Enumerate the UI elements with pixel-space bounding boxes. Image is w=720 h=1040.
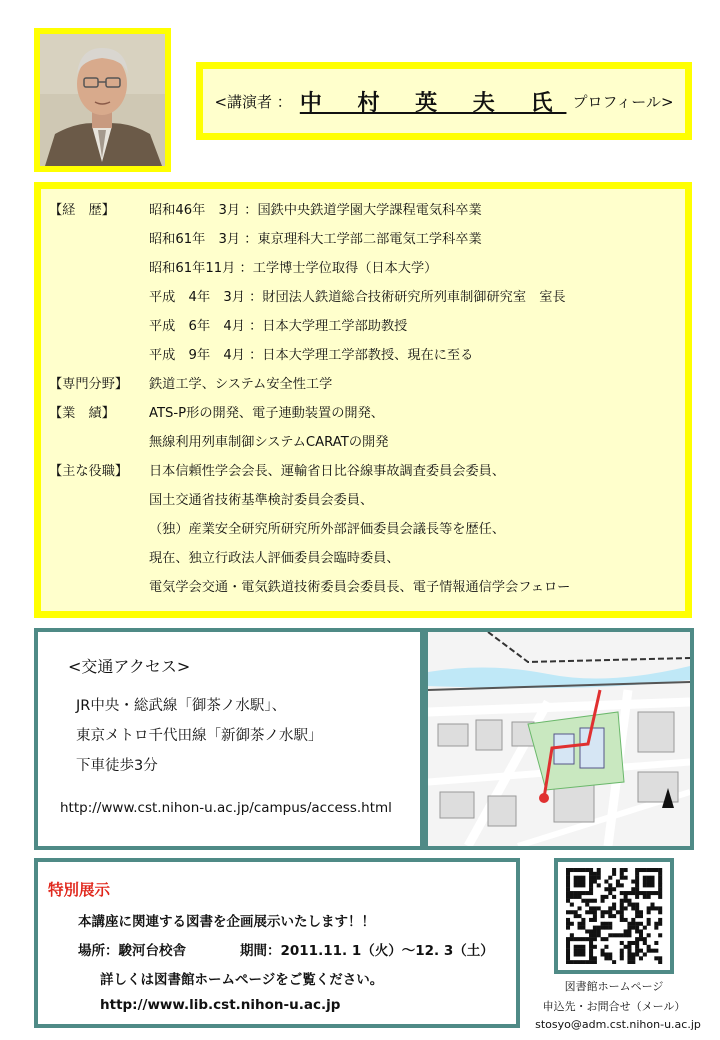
career-label: 【経 歴】 [49,203,115,218]
qr-code[interactable] [554,858,674,974]
career-text: 鉄道工学、システム安全性工学 [149,377,333,392]
access-section [34,628,424,850]
speaker-name: 中 村 英 夫 氏 [299,90,567,116]
career-text: 電気学会交通・電気鉄道技術委員会委員長、電子情報通信学会フェロー [149,580,571,595]
career-text: 現在、独立行政法人評価委員会臨時委員、 [149,551,400,566]
speaker-photo [34,28,171,172]
campus-map-image [428,632,690,846]
career-text: （独）産業安全研究所研究所外部評価委員会議長等を歴任、 [149,522,506,537]
speaker-portrait-image [40,34,165,166]
career-label: 【業 績】 [49,406,115,421]
career-label: 【主な役職】 [49,464,129,479]
career-text: 国土交通省技術基準検討委員会委員、 [149,493,374,508]
career-text: 日本信頼性学会会長、運輸省日比谷線事故調査委員会委員、 [149,464,506,479]
contact-email[interactable]: stosyo@adm.cst.nihon-u.ac.jp [535,1018,701,1031]
special-place: 場所：駿河台校舎 [78,943,186,959]
career-text: 平成 9年 4月 ：日本大学理工学部教授、現在に至る [149,348,474,363]
career-text: 昭和46年 3月 ：国鉄中央鉄道学園大学課程電気科卒業 [149,203,482,218]
career-text: 平成 6年 4月 ：日本大学理工学部助教授 [149,319,408,334]
access-heading: <交通アクセス> [68,657,191,676]
title-suffix: プロフィール> [572,92,674,111]
title-banner [196,62,692,140]
career-text: ATS-P形の開発、電子連動装置の開発、 [149,406,384,421]
qr-caption: 図書館ホームページ [564,980,664,993]
access-line-walk: 下車徒歩3分 [76,758,158,774]
library-url-link[interactable]: http://www.lib.cst.nihon-u.ac.jp [100,997,341,1013]
special-announcement: 本講座に関連する図書を企画展示いたします！！ [78,914,375,930]
special-period: 期間：2011.11. 1（火）～12. 3（土） [240,943,494,959]
career-section [34,182,692,618]
career-label: 【専門分野】 [49,377,129,392]
qr-code-image [564,868,664,964]
special-heading: 特別展示 [48,881,111,899]
title-prefix: <講演者 ： [214,92,292,111]
access-url-link[interactable]: http://www.cst.nihon-u.ac.jp/campus/access.html [60,800,392,816]
career-text: 平成 4年 3月 ：財団法人鉄道総合技術研究所列車制御研究室 室長 [149,290,566,305]
access-line-jr: JR中央・総武線「御茶ノ水駅」、 [76,698,287,714]
access-map [424,628,694,850]
special-details: 詳しくは図書館ホームページをご覧ください。 [100,972,384,988]
special-exhibition-section [34,858,520,1028]
career-text: 昭和61年11月 ：工学博士学位取得（日本大学） [149,261,438,276]
contact-caption: 申込先・お問合せ（メール） [542,1000,686,1013]
career-text: 無線利用列車制御システムCARATの開発 [149,435,389,450]
access-line-metro: 東京メトロ千代田線「新御茶ノ水駅」 [76,728,323,744]
career-text: 昭和61年 3月 ：東京理科大工学部二部電気工学科卒業 [149,232,482,247]
